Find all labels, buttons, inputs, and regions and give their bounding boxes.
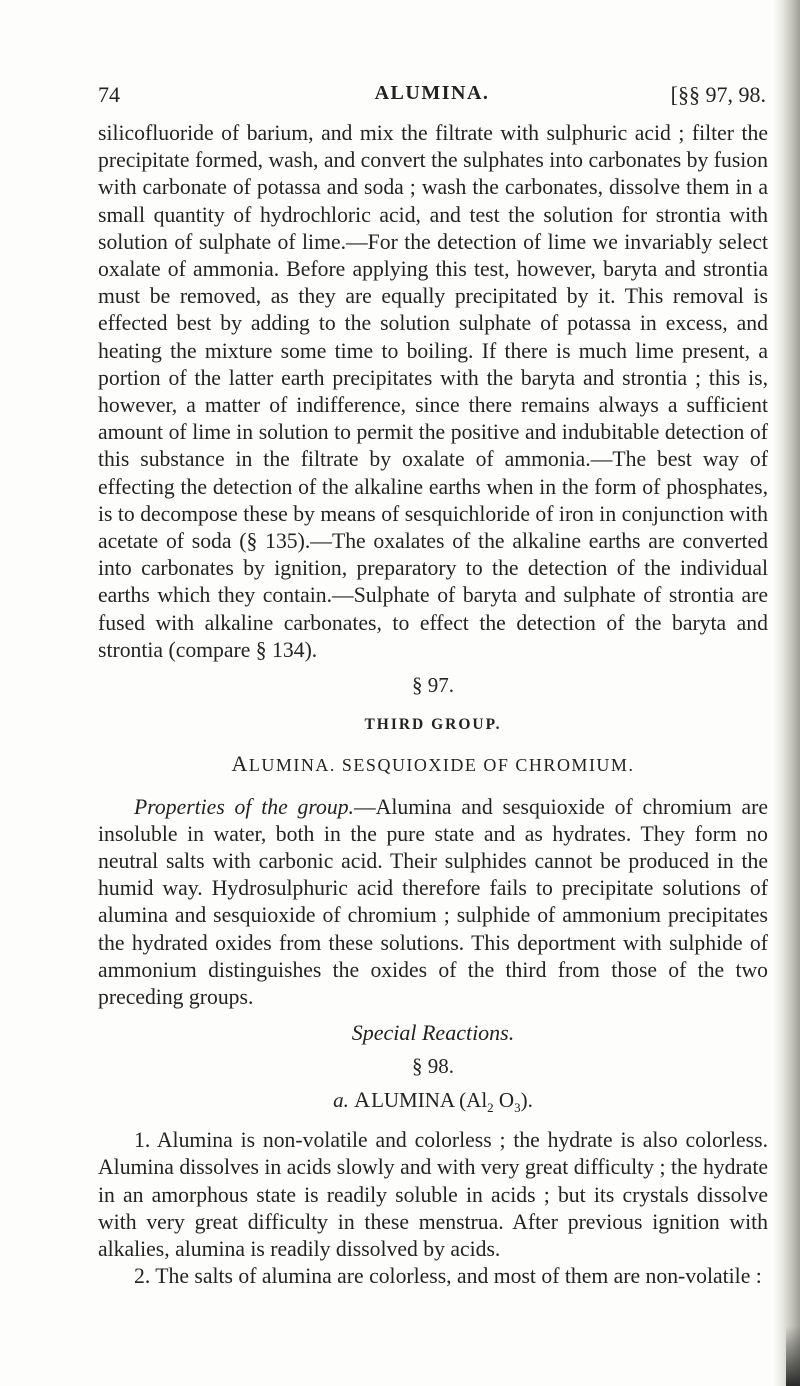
running-title: ALUMINA. xyxy=(374,82,490,104)
alumina-label: a. xyxy=(333,1087,349,1112)
page-corner-shadow xyxy=(786,1326,800,1386)
section-97-heading: § 97. xyxy=(412,673,454,698)
alumina-name-initial: A xyxy=(354,1086,372,1112)
page-number: 74 xyxy=(98,82,120,107)
third-group-heading: THIRD GROUP. xyxy=(364,716,502,734)
section-reference: [§§ 97, 98. xyxy=(670,82,766,107)
item-1: 1. Alumina is non-volatile and colorless ; the hydrate is also colorless. Alumina dissolves in acids slowly and with very great difficulty ; the hydrate in an amorphous state is readily soluble in acids ; but its crystals dissolve with very great difficulty in these menstrua. After previous ignition with alkalies, alumina is readily dissolved by acids. xyxy=(98,1128,768,1261)
properties-lead: Properties of the group. xyxy=(134,794,354,819)
section-98-heading: § 98. xyxy=(412,1053,454,1078)
alumina-name-rest: LUMINA xyxy=(371,1087,454,1112)
properties-paragraph xyxy=(98,794,768,1012)
alumina-formula-heading xyxy=(98,1086,768,1121)
chromium-heading: SESQUIOXIDE OF CHROMIUM. xyxy=(341,755,635,776)
page-body xyxy=(98,120,768,1290)
alumina-initial: A xyxy=(231,751,249,777)
item-2: 2. The salts of alumina are colorless, and most of them are non-volatile : xyxy=(134,1264,762,1289)
formula: ($Al_2$ $O_3$). xyxy=(459,1087,533,1115)
alumina-rest: LUMINA. xyxy=(248,755,336,776)
special-reactions-heading: Special Reactions. xyxy=(351,1020,515,1046)
running-head xyxy=(98,82,766,112)
group-members-heading xyxy=(98,750,768,779)
paragraph-continued: silicofluoride of barium, and mix the filtrate with sulphuric acid ; filter the precipitate formed, wash, and convert the sulphates into carbonates by fusion with carbonate of potassa and soda ; wash the carbonates, dissolve them in a small quantity of hydrochloric acid, and test the solution for strontia with solution of sulphate of lime.—For the detection of lime we invariably select oxalate of ammonia. Before applying this test, however, baryta and strontia must be removed, as they are equally precipitated by it. This removal is effected best by adding to the solution sulphate of potassa in excess, and heating the mixture some time to boiling. If there is much lime present, a portion of the latter earth precipitates with the baryta and strontia ; this is, however, a matter of indifference, since there remains always a sufficient amount of lime in solution to permit the positive and indubitable detection of this substance in the filtrate by oxalate of ammonia.—The best way of effecting the detection of the alkaline earths when in the form of phosphates, is to decompose these by means of sesquichloride of iron in conjunction with acetate of soda (§ 135).—The oxalates of the alkaline earths are converted into carbonates by ignition, preparatory to the detection of the individual earths which they contain.—Sulphate of baryta and sulphate of strontia are fused with alkaline carbonates, to effect the detection of the baryta and strontia (compare § 134). xyxy=(98,121,768,662)
properties-text: —Alumina and sesquioxide of chromium are insoluble in water, both in the pure state and as hydrates. They form no neutral salts with carbonic acid. Their sulphides cannot be produced in the humid way. Hydrosulphuric acid therefore fails to precipitate solutions of alumina and sesquioxide of chromium ; sulphide of ammonium precipitates the hydrated oxides from these solutions. This deportment with sulphide of ammonium distinguishes the oxides of the third from those of the two preceding groups. xyxy=(98,794,768,1010)
page-edge-shadow xyxy=(774,0,800,1386)
